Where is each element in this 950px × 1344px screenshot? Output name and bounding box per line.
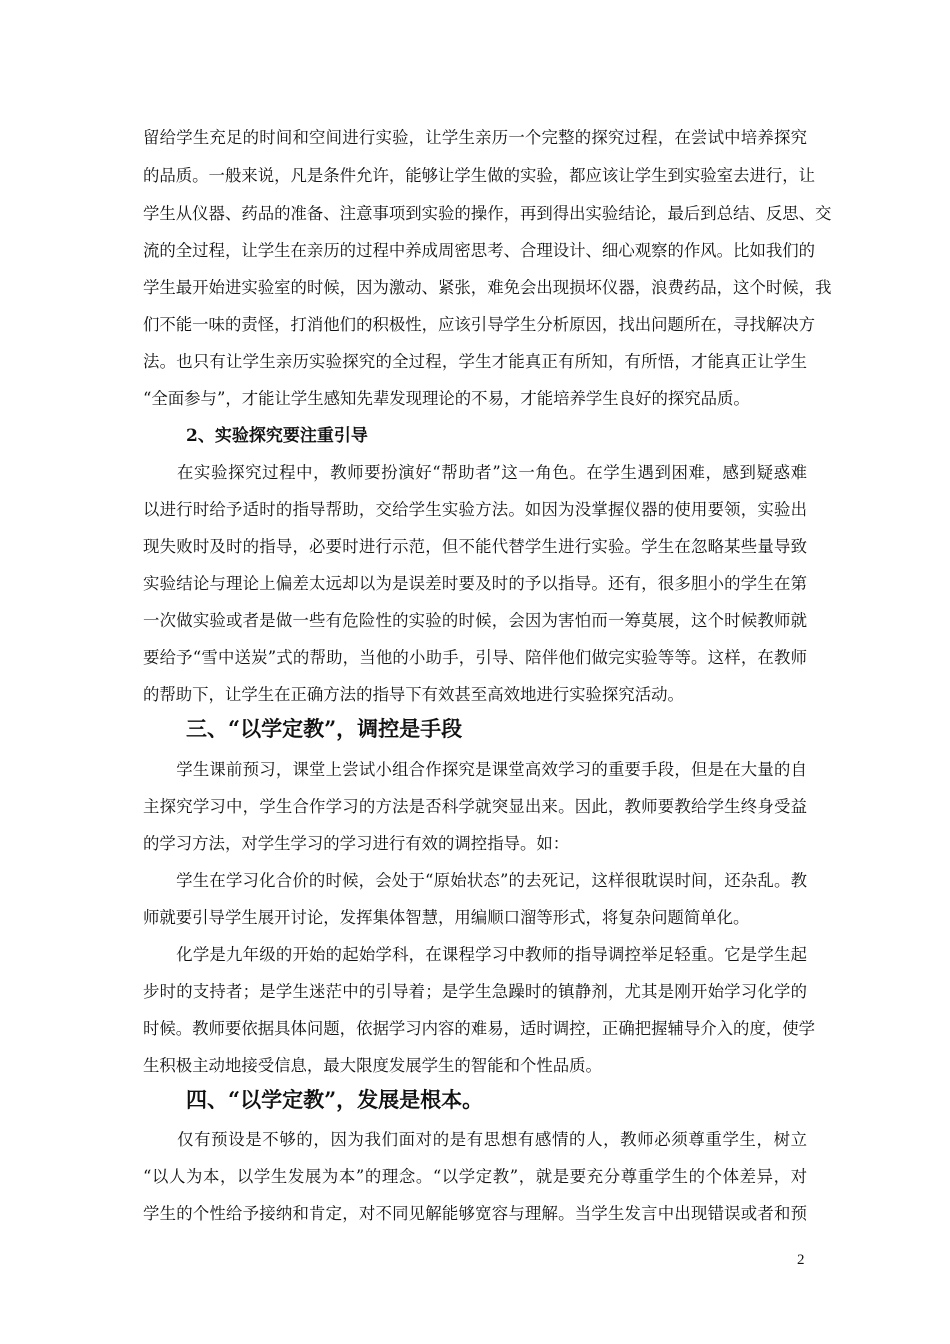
paragraph-line: 一次做实验或者是做一些有危险性的实验的时候，会因为害怕而一筹莫展，这个时候教师就 bbox=[143, 611, 807, 630]
paragraph-line: 生积极主动地接受信息，最大限度发展学生的智能和个性品质。 bbox=[143, 1056, 602, 1075]
paragraph-line: 师就要引导学生展开讨论，发挥集体智慧，用编顺口溜等形式，将复杂问题简单化。 bbox=[143, 908, 750, 927]
paragraph-line: “以人为本，以学生发展为本”的理念。“以学定教”，就是要充分尊重学生的个体差异，对 bbox=[143, 1167, 807, 1186]
paragraph-line: 的品质。一般来说，凡是条件允许，能够让学生做的实验，都应该让学生到实验室去进行，让 bbox=[143, 166, 816, 185]
paragraph-line: 法。也只有让学生亲历实验探究的全过程，学生才能真正有所知，有所悟，才能真正让学生 bbox=[143, 352, 807, 371]
paragraph-line: 学生的个性给予接纳和肯定，对不同见解能够宽容与理解。当学生发言中出现错误或者和预 bbox=[143, 1204, 807, 1223]
paragraph-line: 们不能一味的责怪，打消他们的积极性，应该引导学生分析原因，找出问题所在，寻找解决方 bbox=[143, 315, 816, 334]
paragraph-line: 仅有预设是不够的，因为我们面对的是有思想有感情的人，教师必须尊重学生，树立 bbox=[143, 1130, 807, 1149]
paragraph-line: 的帮助下，让学生在正确方法的指导下有效甚至高效地进行实验探究活动。 bbox=[143, 685, 684, 704]
paragraph-line: 以进行时给予适时的指导帮助，交给学生实验方法。如因为没掌握仪器的使用要领，实验出 bbox=[143, 500, 807, 519]
paragraph-line: 要给予“雪中送炭”式的帮助，当他的小助手，引导、陪伴他们做完实验等等。这样，在教师 bbox=[143, 648, 807, 667]
paragraph-line: 在实验探究过程中，教师要扮演好“帮助者”这一角色。在学生遇到困难，感到疑惑难 bbox=[143, 463, 807, 482]
paragraph-line: 留给学生充足的时间和空间进行实验，让学生亲历一个完整的探究过程，在尝试中培养探究 bbox=[143, 128, 807, 147]
paragraph-line: 流的全过程，让学生在亲历的过程中养成周密思考、合理设计、细心观察的作风。比如我们的 bbox=[143, 241, 816, 260]
paragraph-line: 实验结论与理论上偏差太远却以为是误差时要及时的予以指导。还有，很多胆小的学生在第 bbox=[143, 574, 807, 593]
paragraph-line: 学生课前预习，课堂上尝试小组合作探究是课堂高效学习的重要手段，但是在大量的自 bbox=[143, 760, 807, 779]
paragraph-line: 时候。教师要依据具体问题，依据学习内容的难易，适时调控，正确把握辅导介入的度，使学 bbox=[143, 1019, 816, 1038]
paragraph-line: 学生从仪器、药品的准备、注意事项到实验的操作，再到得出实验结论，最后到总结、反思、交 bbox=[143, 204, 832, 223]
paragraph-line: 学生最开始进实验室的时候，因为激动、紧张，难免会出现损坏仪器，浪费药品，这个时候，我 bbox=[143, 278, 832, 297]
page-number: 2 bbox=[797, 1252, 805, 1268]
subheading: 2、实验探究要注重引导 bbox=[186, 426, 368, 446]
paragraph-line: 的学习方法，对学生学习的学习进行有效的调控指导。如： bbox=[143, 834, 570, 853]
section-heading: 四、“以学定教”，发展是根本。 bbox=[186, 1087, 484, 1112]
paragraph-line: 步时的支持者；是学生迷茫中的引导着；是学生急躁时的镇静剂，尤其是刚开始学习化学的 bbox=[143, 982, 807, 1001]
paragraph-line: 学生在学习化合价的时候，会处于“原始状态”的去死记，这样很耽误时间，还杂乱。教 bbox=[143, 871, 807, 890]
paragraph-line: 化学是九年级的开始的起始学科，在课程学习中教师的指导调控举足轻重。它是学生起 bbox=[143, 945, 807, 964]
paragraph-line: 主探究学习中，学生合作学习的方法是否科学就突显出来。因此，教师要教给学生终身受益 bbox=[143, 797, 807, 816]
section-heading: 三、“以学定教”，调控是手段 bbox=[186, 716, 463, 741]
paragraph-line: 现失败时及时的指导，必要时进行示范，但不能代替学生进行实验。学生在忽略某些量导致 bbox=[143, 537, 807, 556]
paragraph-line: “全面参与”，才能让学生感知先辈发现理论的不易，才能培养学生良好的探究品质。 bbox=[143, 389, 750, 408]
